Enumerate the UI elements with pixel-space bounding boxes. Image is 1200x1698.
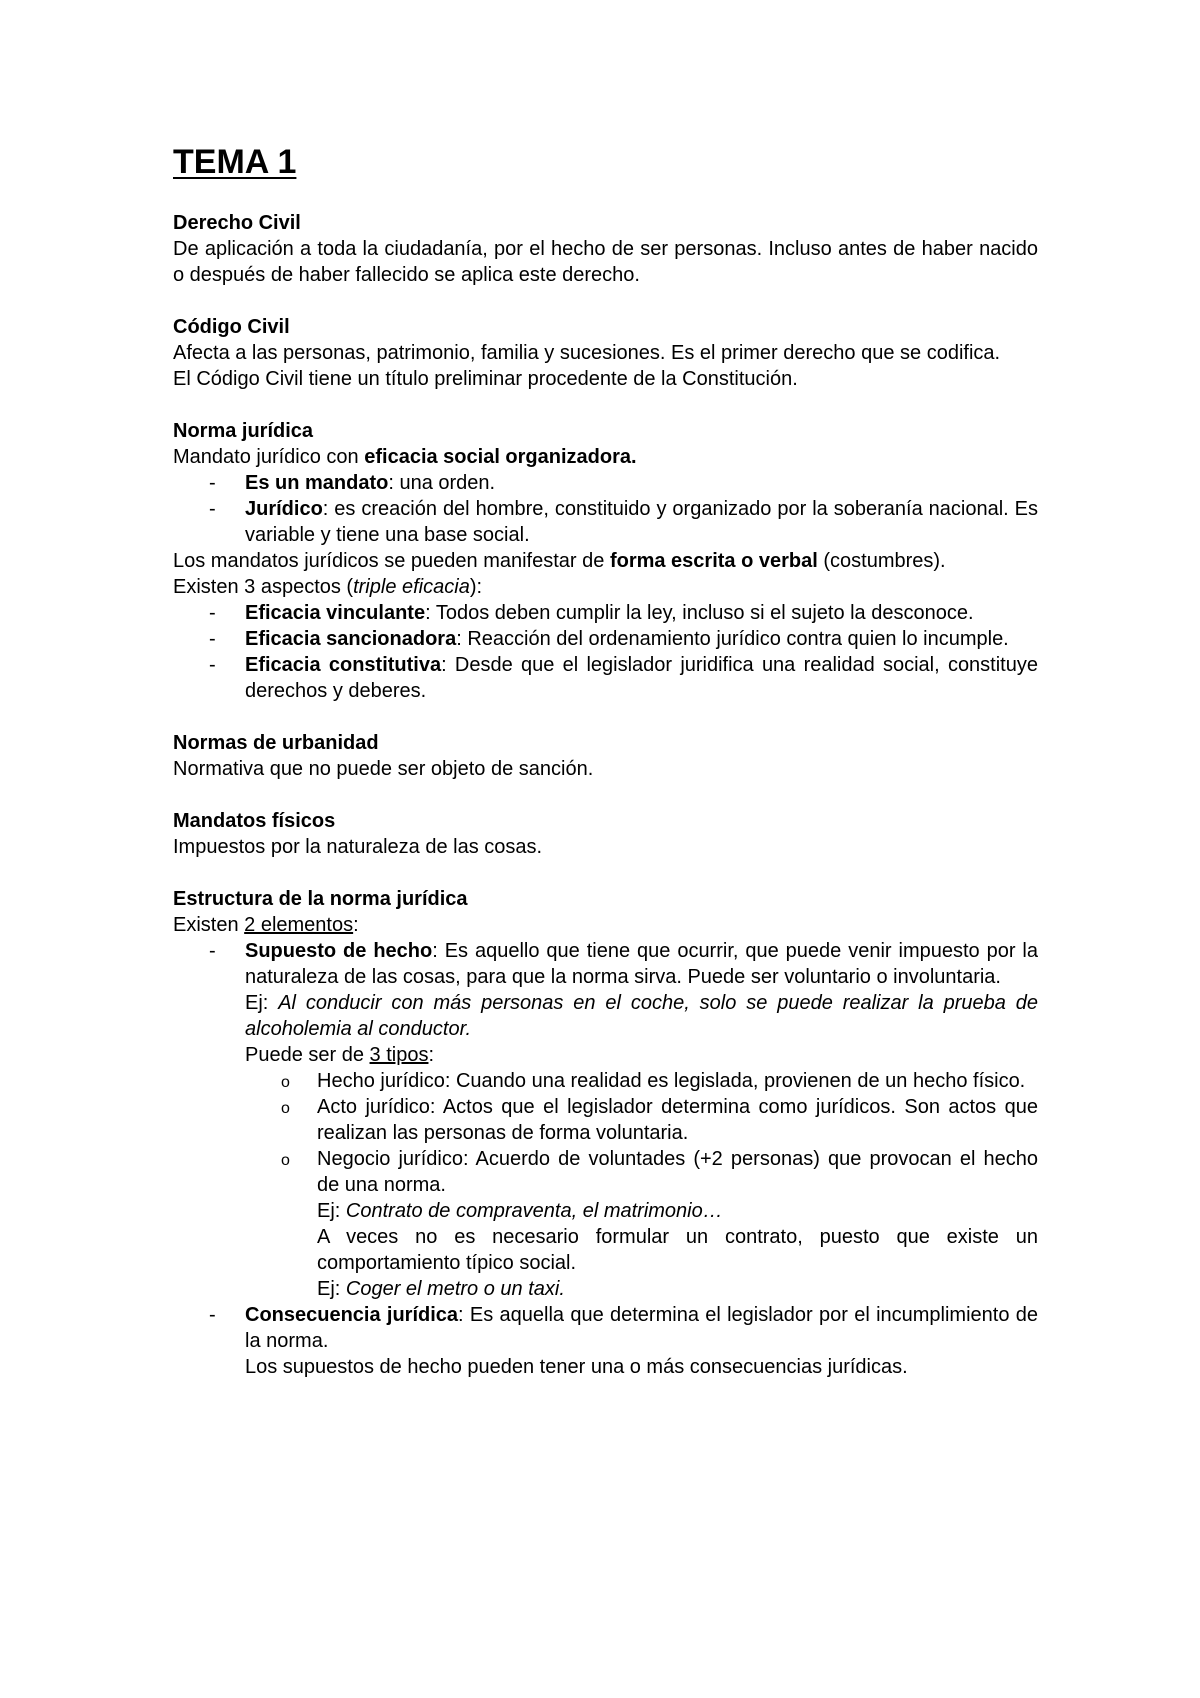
text-run: : Reacción del ordenamiento jurídico contra quien lo incumple. — [456, 628, 1009, 650]
list-item — [173, 626, 1038, 652]
list-item — [173, 470, 1038, 496]
underlined-text: 2 elementos — [244, 914, 354, 936]
circle-list — [245, 1068, 1038, 1302]
list-item — [173, 1302, 1038, 1380]
text-run: : — [428, 1044, 435, 1066]
section-heading: Código Civil — [173, 316, 290, 338]
paragraph: Normativa que no puede ser objeto de sanción. — [173, 758, 594, 780]
text-run: Ej: — [317, 1278, 346, 1300]
section-derecho-civil — [173, 210, 1038, 288]
underlined-text: 3 tipos — [369, 1044, 429, 1066]
dash-list — [173, 470, 1038, 548]
text-run: : Es aquello que tiene que ocurrir, que puede venir impuesto por la naturaleza de las cosas, para que la norma sirva. Puede ser voluntario o involuntaria. — [245, 940, 1038, 988]
text-run: Existen — [173, 914, 245, 936]
paragraph: De aplicación a toda la ciudadanía, por el hecho de ser personas. Incluso antes de haber nacido o después de haber fallecido se aplica este derecho. — [173, 238, 1038, 286]
section-heading: Estructura de la norma jurídica — [173, 888, 468, 910]
list-item — [173, 496, 1038, 548]
text-run: Los mandatos jurídicos se pueden manifestar de — [173, 550, 610, 572]
section-normas-urbanidad — [173, 730, 1038, 782]
italic-text: triple eficacia — [353, 576, 470, 598]
text-run: : es creación del hombre, constituido y organizado por la soberanía nacional. Es variable y tiene una base social. — [245, 498, 1038, 546]
paragraph — [173, 574, 1038, 600]
section-heading: Norma jurídica — [173, 420, 314, 442]
paragraph: Afecta a las personas, patrimonio, familia y sucesiones. Es el primer derecho que se codifica. — [173, 342, 1001, 364]
text-run: (costumbres). — [817, 550, 946, 572]
bold-text: Consecuencia jurídica — [245, 1304, 459, 1326]
list-item — [173, 938, 1038, 1302]
text-run: : Es aquella que determina el legislador por el incumplimiento de la norma. — [245, 1304, 1038, 1352]
text-run: A veces no es necesario formular un contrato, puesto que existe un comportamiento típico social. — [317, 1226, 1038, 1274]
text-run: Los supuestos de hecho pueden tener una o más consecuencias jurídicas. — [245, 1356, 908, 1378]
bold-text: Es un mandato — [245, 472, 389, 494]
text-run: : Desde que el legislador juridifica una realidad social, constituye derechos y deberes. — [245, 654, 1038, 702]
text-run: : Todos deben cumplir la ley, incluso si el sujeto la desconoce. — [425, 602, 974, 624]
list-item — [173, 600, 1038, 626]
paragraph: El Código Civil tiene un título preliminar procedente de la Constitución. — [173, 368, 798, 390]
section-codigo-civil — [173, 314, 1038, 392]
bold-text: forma escrita o verbal — [609, 550, 818, 572]
section-norma-juridica — [173, 418, 1038, 704]
text-run: Ej: — [317, 1200, 346, 1222]
text-run: Mandato jurídico con — [173, 446, 365, 468]
section-mandatos-fisicos — [173, 808, 1038, 860]
text-run: : — [353, 914, 359, 936]
section-heading: Derecho Civil — [173, 212, 301, 234]
paragraph — [173, 444, 1038, 470]
text-run: Puede ser de — [245, 1044, 370, 1066]
text-run: ): — [469, 576, 483, 598]
dash-list — [173, 600, 1038, 704]
bold-text: Jurídico — [245, 498, 323, 520]
list-item — [173, 652, 1038, 704]
text-run: o Negocio jurídico: Acuerdo de voluntades (+2 personas) que provocan el hecho de una norma. — [317, 1148, 1038, 1196]
bold-text: Eficacia vinculante — [245, 602, 426, 624]
italic-text: Contrato de compraventa, el matrimonio… — [345, 1200, 723, 1222]
section-heading: Normas de urbanidad — [173, 732, 379, 754]
list-item: o Hecho jurídico: Cuando una realidad es legislada, provienen de un hecho físico. — [245, 1068, 1038, 1094]
bold-text: Supuesto de hecho — [245, 940, 433, 962]
bold-text: Eficacia sancionadora — [245, 628, 457, 650]
italic-text: Coger el metro o un taxi. — [345, 1278, 565, 1300]
section-heading: Mandatos físicos — [173, 810, 336, 832]
bold-text: eficacia social organizadora. — [364, 446, 637, 468]
text-run: : una orden. — [388, 472, 496, 494]
paragraph — [173, 912, 1038, 938]
page-title: TEMA 1 — [173, 143, 297, 181]
section-estructura-norma — [173, 886, 1038, 1380]
bold-text: Eficacia constitutiva — [245, 654, 442, 676]
paragraph: Impuestos por la naturaleza de las cosas. — [173, 836, 543, 858]
text-run: Existen 3 aspectos ( — [173, 576, 354, 598]
list-item: o Acto jurídico: Actos que el legislador determina como jurídicos. Son actos que realizan las personas de forma voluntaria. — [245, 1094, 1038, 1146]
dash-list — [173, 938, 1038, 1380]
text-run: Ej: — [245, 992, 279, 1014]
italic-text: Al conducir con más personas en el coche, solo se puede realizar la prueba de alcoholemia al conductor. — [245, 992, 1038, 1040]
paragraph — [173, 548, 1038, 574]
list-item — [245, 1146, 1038, 1302]
